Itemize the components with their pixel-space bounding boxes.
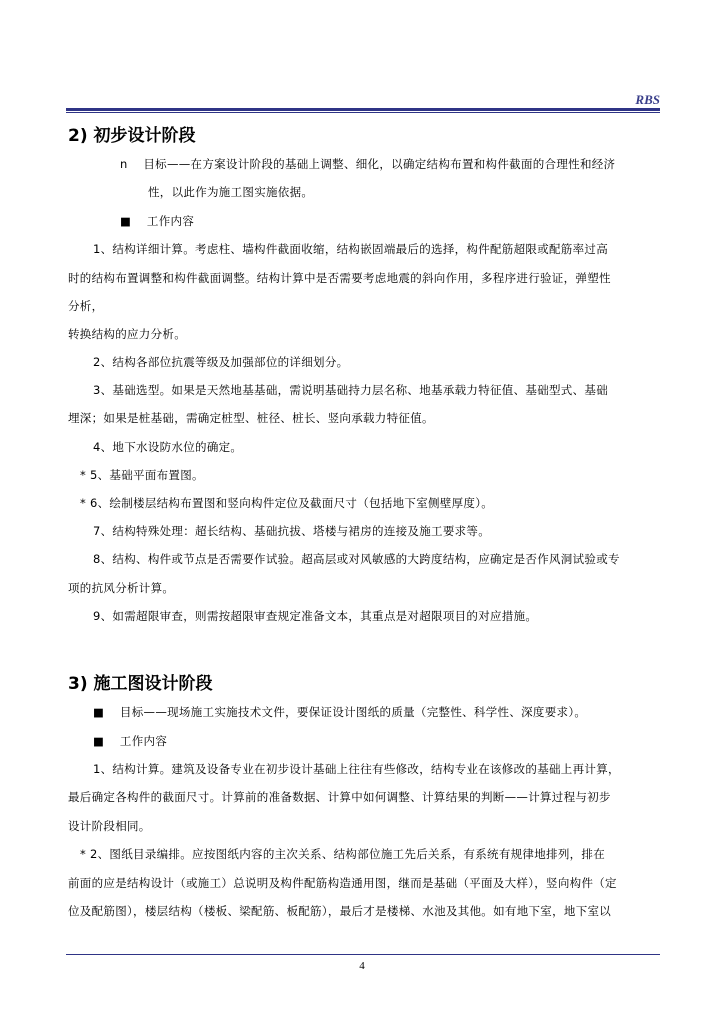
- paragraph-line: 位及配筋图），楼层结构（楼板、梁配筋、板配筋），最后才是楼梯、水池及其他。如有地下室，地下室以: [68, 904, 612, 918]
- paragraph-line: 3、基础选型。如果是天然地基基础，需说明基础持力层名称、地基承载力特征值、基础型式、基础: [93, 383, 609, 397]
- paragraph-line: 埋深；如果是桩基础，需确定桩型、桩径、桩长、竖向承载力特征值。: [68, 411, 434, 425]
- paragraph-line: 时的结构布置调整和构件截面调整。结构计算中是否需要考虑地震的斜向作用，多程序进行验证，弹塑性: [68, 271, 611, 285]
- section-title-preliminary-design: 2) 初步设计阶段: [68, 126, 196, 146]
- paragraph-line: 分析，: [68, 299, 104, 313]
- paragraph-line: n 目标——在方案设计阶段的基础上调整、细化，以确定结构布置和构件截面的合理性和经济: [120, 157, 616, 171]
- paragraph-line: 1、结构计算。建筑及设备专业在初步设计基础上往往有些修改，结构专业在该修改的基础上再计算，: [93, 762, 620, 776]
- paragraph-line: ■ 目标——现场施工实施技术文件，要保证设计图纸的质量（完整性、科学性、深度要求）。: [93, 705, 587, 719]
- paragraph-line: 性，以此作为施工图实施依据。: [148, 185, 314, 199]
- paragraph-line: 项的抗风分析计算。: [68, 581, 175, 595]
- paragraph-line: 最后确定各构件的截面尺寸。计算前的准备数据、计算中如何调整、计算结果的判断——计算过程与初步: [68, 790, 611, 804]
- page-number: 4: [359, 960, 365, 972]
- paragraph-line: 8、结构、构件或节点是否需要作试验。超高层或对风敏感的大跨度结构，应确定是否作风洞试验或专: [93, 552, 620, 566]
- footer-rule: [66, 954, 660, 955]
- paragraph-line: * 2、图纸目录编排。应按图纸内容的主次关系、结构部位施工先后关系，有系统有规律地排列，排在: [80, 847, 606, 861]
- paragraph-line: 9、如需超限审查，则需按超限审查规定准备文本，其重点是对超限项目的对应措施。: [93, 609, 538, 623]
- paragraph-line: 前面的应是结构设计（或施工）总说明及构件配筋构造通用图，继而是基础（平面及大样），竖向构件（定: [68, 876, 617, 890]
- paragraph-line: * 5、基础平面布置图。: [80, 468, 204, 482]
- paragraph-line: 转换结构的应力分析。: [68, 327, 186, 341]
- header-rule-thin: [66, 112, 660, 113]
- section-title-construction-drawing: 3) 施工图设计阶段: [68, 674, 213, 694]
- paragraph-line: 2、结构各部位抗震等级及加强部位的详细划分。: [93, 355, 349, 369]
- paragraph-line: 4、地下水设防水位的确定。: [93, 440, 243, 454]
- paragraph-line: 设计阶段相同。: [68, 819, 151, 833]
- header-rule: [66, 108, 660, 111]
- paragraph-line: ■ 工作内容: [93, 734, 168, 748]
- paragraph-line: 1、结构详细计算。考虑柱、墙构件截面收缩，结构嵌固端最后的选择，构件配筋超限或配筋率过高: [93, 242, 609, 256]
- header-mark: RBS: [635, 92, 660, 107]
- paragraph-line: ■ 工作内容: [120, 214, 195, 228]
- paragraph-line: * 6、绘制楼层结构布置图和竖向构件定位及截面尺寸（包括地下室侧壁厚度）。: [80, 496, 494, 510]
- paragraph-line: 7、结构特殊处理：超长结构、基础抗拔、塔楼与裙房的连接及施工要求等。: [93, 524, 491, 538]
